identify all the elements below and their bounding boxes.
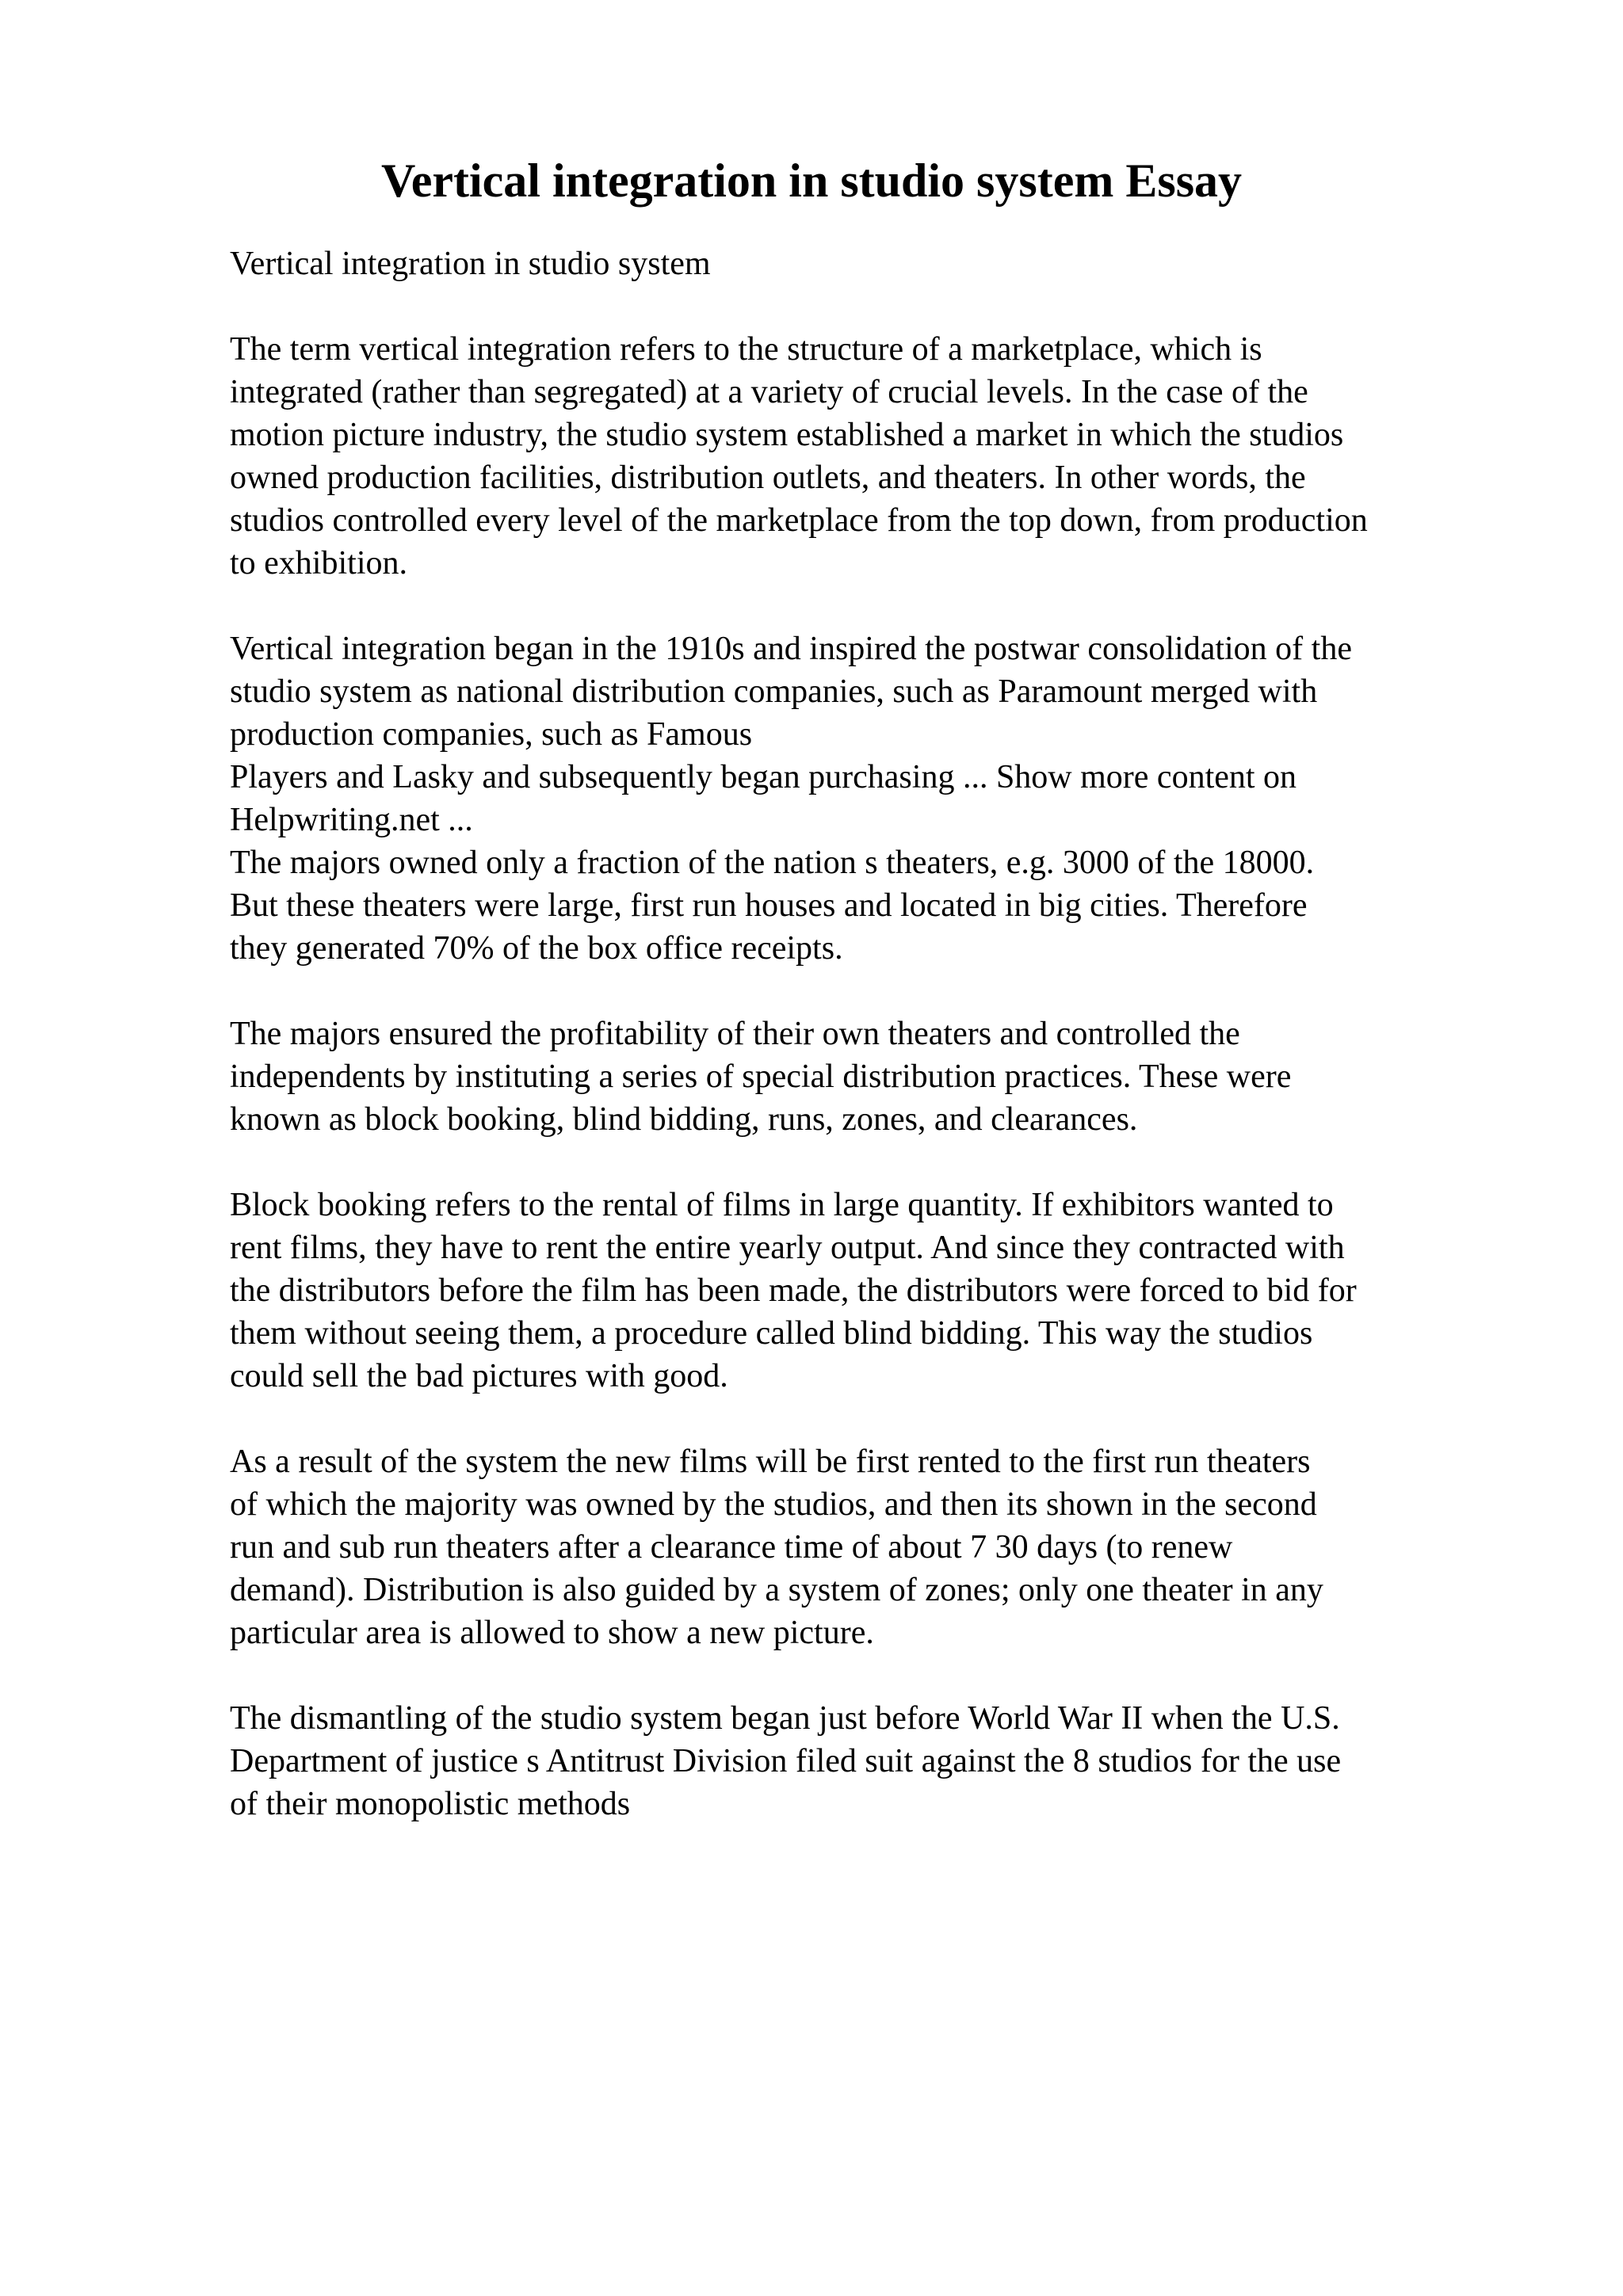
text-line: could sell the bad pictures with good. — [230, 1358, 728, 1394]
document-title: Vertical integration in studio system Essay — [380, 154, 1243, 207]
text-line: run and sub run theaters after a clearance time of about 7 30 days (to renew — [230, 1529, 1233, 1566]
text-line: of which the majority was owned by the studios, and then its shown in the second — [230, 1486, 1317, 1523]
text-line: demand). Distribution is also guided by a system of zones; only one theater in any — [230, 1572, 1323, 1608]
paragraph-5 — [230, 1440, 1514, 1654]
text-line: The majors owned only a fraction of the nation s theaters, e.g. 3000 of the 18000. — [230, 845, 1315, 881]
document-subtitle: Vertical integration in studio system — [230, 246, 711, 282]
paragraph-2 — [230, 627, 1514, 970]
text-line: The dismantling of the studio system began just before World War II when the U.S. — [230, 1700, 1340, 1737]
text-line: to exhibition. — [230, 545, 407, 582]
paragraph-gap — [230, 1654, 1514, 1697]
text-line: owned production facilities, distribution outlets, and theaters. In other words, the — [230, 460, 1306, 496]
text-line: The majors ensured the profitability of their own theaters and controlled the — [230, 1016, 1240, 1052]
text-line: Department of justice s Antitrust Division filed suit against the 8 studios for the use — [230, 1743, 1342, 1779]
document-body — [230, 242, 1514, 1825]
paragraph-1 — [230, 328, 1514, 585]
text-line: Helpwriting.net ... — [230, 802, 473, 838]
text-line: Block booking refers to the rental of films in large quantity. If exhibitors wanted to — [230, 1187, 1334, 1223]
text-line: rent films, they have to rent the entire yearly output. And since they contracted with — [230, 1230, 1345, 1266]
text-line: studios controlled every level of the marketplace from the top down, from production — [230, 502, 1368, 539]
paragraph-gap — [230, 585, 1514, 627]
paragraph-3 — [230, 1013, 1514, 1141]
text-line: Vertical integration began in the 1910s and inspired the postwar consolidation of the — [230, 631, 1352, 667]
paragraph-4 — [230, 1184, 1514, 1398]
text-line: them without seeing them, a procedure called blind bidding. This way the studios — [230, 1315, 1313, 1352]
paragraph-gap — [230, 1141, 1514, 1184]
paragraph-gap — [230, 1398, 1514, 1440]
text-line: independents by instituting a series of special distribution practices. These were — [230, 1058, 1292, 1095]
text-line: motion picture industry, the studio system established a market in which the studios — [230, 417, 1344, 453]
text-line: But these theaters were large, first run houses and located in big cities. Therefore — [230, 887, 1308, 924]
text-line: integrated (rather than segregated) at a variety of crucial levels. In the case of the — [230, 374, 1308, 410]
text-line: they generated 70% of the box office receipts. — [230, 930, 843, 967]
text-line: studio system as national distribution companies, such as Paramount merged with — [230, 673, 1318, 710]
text-line: the distributors before the film has been made, the distributors were forced to bid for — [230, 1272, 1357, 1309]
text-line: known as block booking, blind bidding, runs, zones, and clearances. — [230, 1101, 1138, 1138]
text-line: production companies, such as Famous — [230, 716, 753, 753]
text-line: As a result of the system the new films will be first rented to the first run theaters — [230, 1444, 1311, 1480]
paragraph-6 — [230, 1697, 1514, 1825]
text-line: of their monopolistic methods — [230, 1786, 631, 1822]
text-line: Players and Lasky and subsequently began purchasing ... Show more content on — [230, 759, 1297, 795]
paragraph-gap — [230, 285, 1514, 328]
text-line: The term vertical integration refers to the structure of a marketplace, which is — [230, 331, 1262, 368]
text-line: particular area is allowed to show a new picture. — [230, 1615, 874, 1651]
paragraph-gap — [230, 970, 1514, 1013]
